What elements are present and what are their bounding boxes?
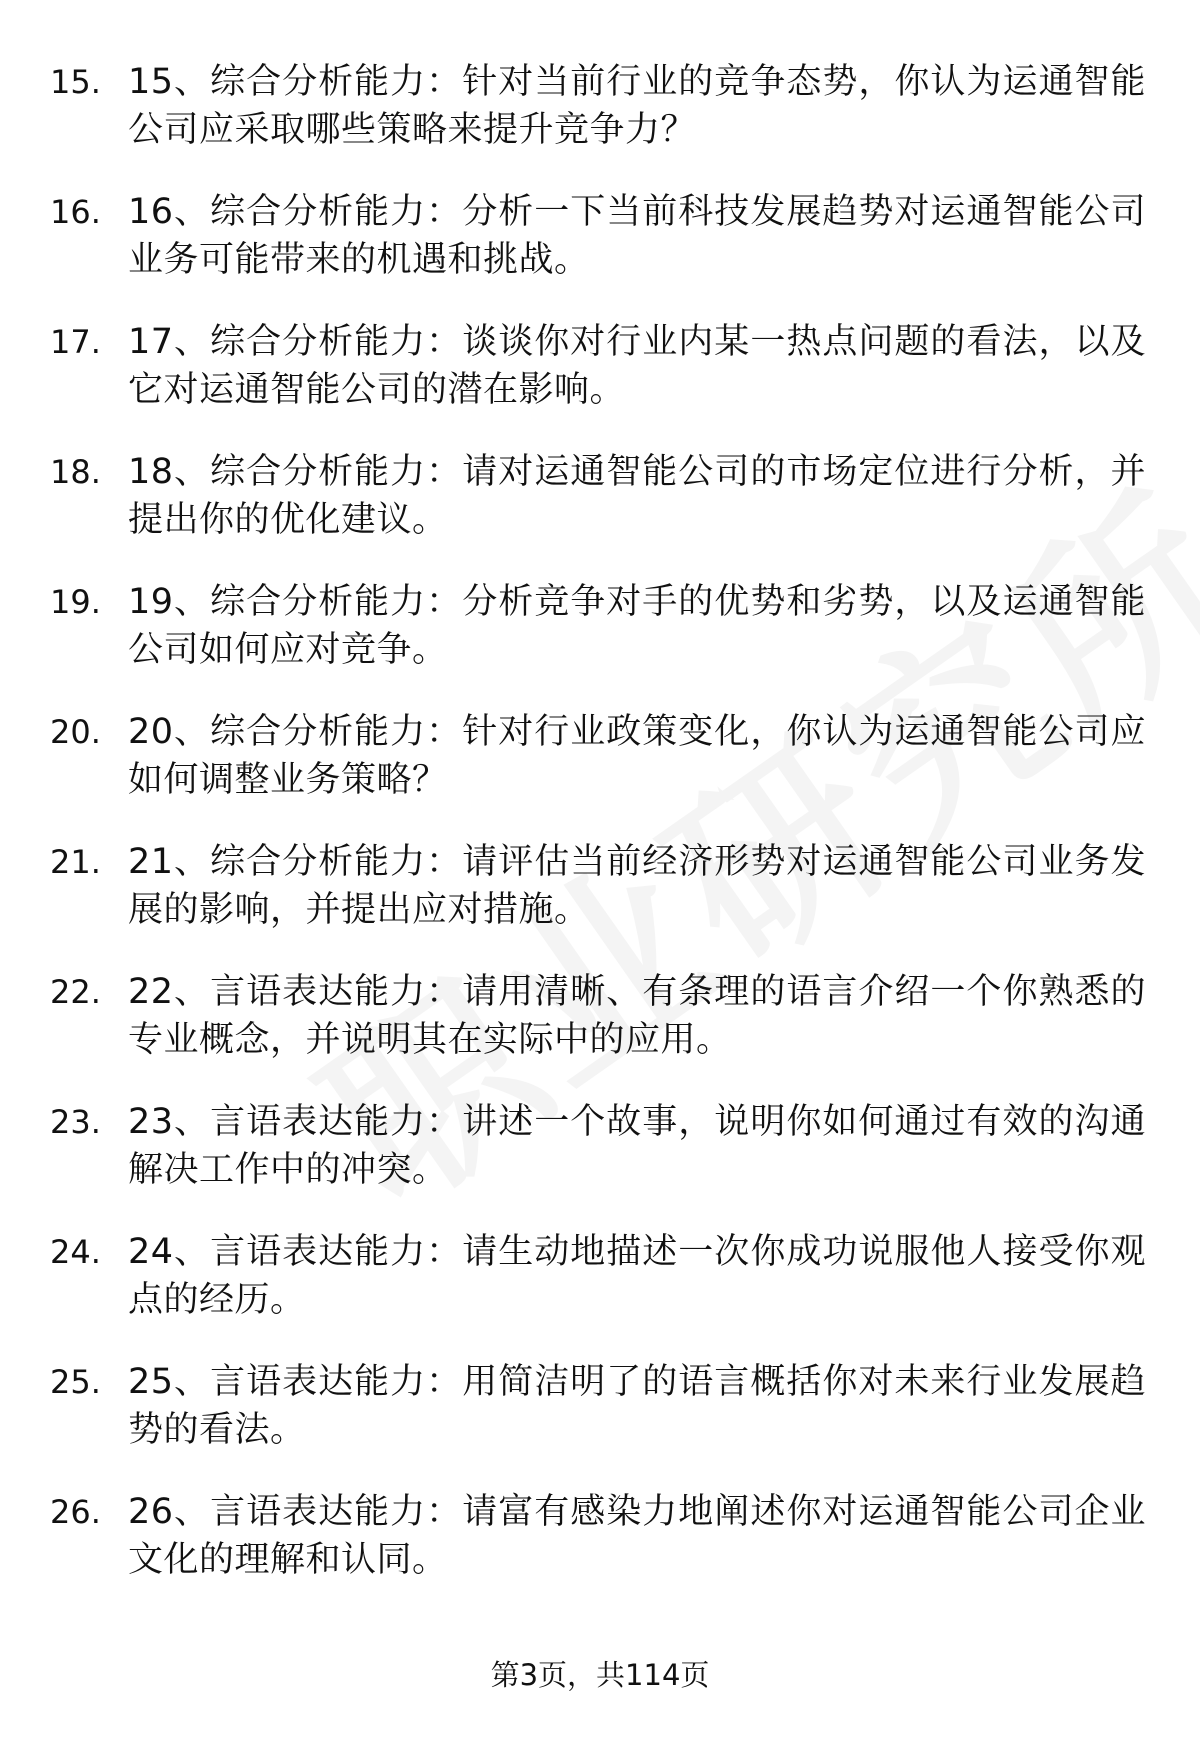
question-number: 16. bbox=[50, 193, 101, 231]
question-number: 15. bbox=[50, 63, 101, 101]
question-number: 21. bbox=[50, 843, 101, 881]
question-text: 25、言语表达能力：用简洁明了的语言概括你对未来行业发展趋势的看法。 bbox=[128, 1362, 1146, 1450]
question-item-19 bbox=[0, 578, 1200, 708]
question-item-16 bbox=[0, 188, 1200, 318]
question-item-23 bbox=[0, 1098, 1200, 1228]
question-text: 24、言语表达能力：请生动地描述一次你成功说服他人接受你观点的经历。 bbox=[128, 1232, 1146, 1320]
question-number: 23. bbox=[50, 1103, 101, 1141]
question-number: 20. bbox=[50, 713, 101, 751]
question-number: 22. bbox=[50, 973, 101, 1011]
question-number: 18. bbox=[50, 453, 101, 491]
question-text: 26、言语表达能力：请富有感染力地阐述你对运通智能公司企业文化的理解和认同。 bbox=[128, 1492, 1146, 1580]
question-number: 19. bbox=[50, 583, 101, 621]
question-item-18 bbox=[0, 448, 1200, 578]
question-item-20 bbox=[0, 708, 1200, 838]
question-number: 25. bbox=[50, 1363, 101, 1401]
question-number: 17. bbox=[50, 323, 101, 361]
question-item-21 bbox=[0, 838, 1200, 968]
question-text: 20、综合分析能力：针对行业政策变化，你认为运通智能公司应如何调整业务策略？ bbox=[128, 712, 1146, 800]
question-text: 23、言语表达能力：讲述一个故事，说明你如何通过有效的沟通解决工作中的冲突。 bbox=[128, 1102, 1146, 1190]
question-item-26 bbox=[0, 1488, 1200, 1618]
question-text: 19、综合分析能力：分析竞争对手的优势和劣势，以及运通智能公司如何应对竞争。 bbox=[128, 582, 1146, 670]
question-item-25 bbox=[0, 1358, 1200, 1488]
question-item-17 bbox=[0, 318, 1200, 448]
question-item-24 bbox=[0, 1228, 1200, 1358]
question-item-15 bbox=[0, 58, 1200, 188]
question-text: 21、综合分析能力：请评估当前经济形势对运通智能公司业务发展的影响，并提出应对措施。 bbox=[128, 842, 1146, 930]
question-text: 18、综合分析能力：请对运通智能公司的市场定位进行分析，并提出你的优化建议。 bbox=[128, 452, 1146, 540]
question-number: 26. bbox=[50, 1493, 101, 1531]
question-list bbox=[0, 58, 1200, 1618]
question-text: 17、综合分析能力：谈谈你对行业内某一热点问题的看法，以及它对运通智能公司的潜在影响。 bbox=[128, 322, 1146, 410]
question-item-22 bbox=[0, 968, 1200, 1098]
question-number: 24. bbox=[50, 1233, 101, 1271]
page-footer: 第3页，共114页 bbox=[490, 1658, 710, 1692]
question-text: 22、言语表达能力：请用清晰、有条理的语言介绍一个你熟悉的专业概念，并说明其在实际中的应用。 bbox=[128, 972, 1146, 1060]
question-text: 16、综合分析能力：分析一下当前科技发展趋势对运通智能公司业务可能带来的机遇和挑战。 bbox=[128, 192, 1146, 280]
question-text: 15、综合分析能力：针对当前行业的竞争态势，你认为运通智能公司应采取哪些策略来提升竞争力？ bbox=[128, 62, 1146, 150]
